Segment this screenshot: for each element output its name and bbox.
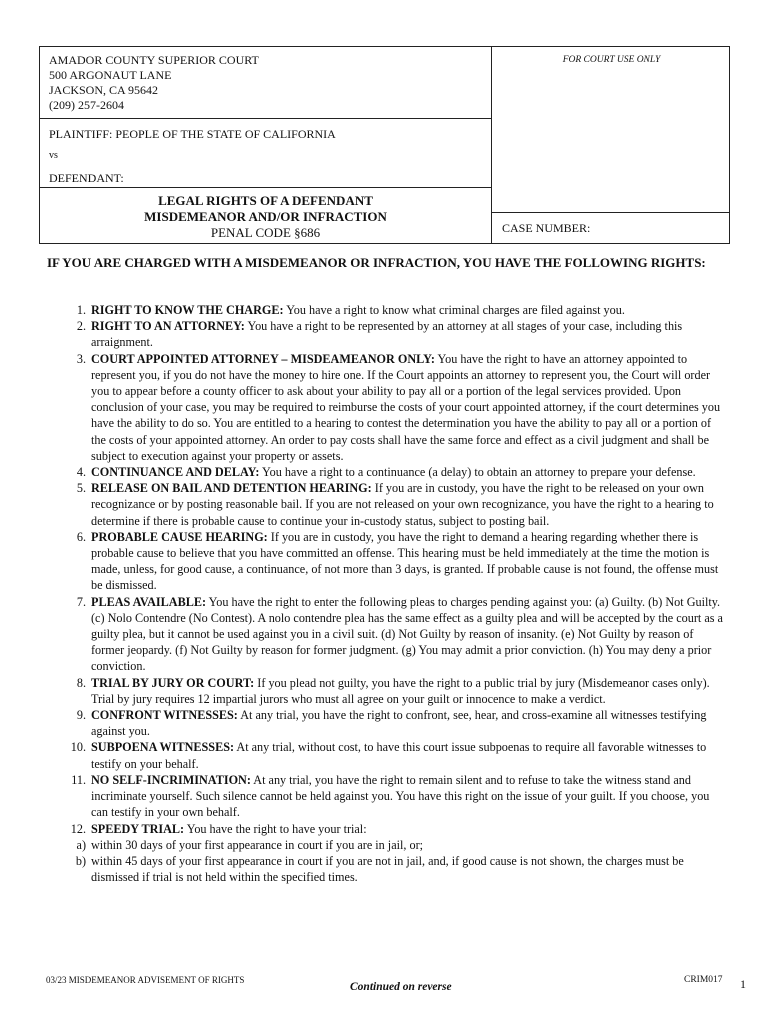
defendant-line: DEFENDANT: xyxy=(49,171,124,185)
rights-item-number: 7. xyxy=(76,594,86,609)
rights-item-number: b) xyxy=(75,853,86,868)
rights-list-item xyxy=(47,302,727,318)
form-title-line3: PENAL CODE §686 xyxy=(210,225,321,240)
form-title-line2: MISDEMEANOR AND/OR INFRACTION xyxy=(144,209,387,224)
rights-item-number: 11. xyxy=(71,772,86,787)
court-name: AMADOR COUNTY SUPERIOR COURT xyxy=(49,53,259,67)
rights-item-number: 1. xyxy=(76,303,86,317)
rights-item-body xyxy=(91,318,727,350)
rights-list-item xyxy=(47,837,727,853)
continued-on-reverse: Continued on reverse xyxy=(350,981,452,993)
page-number: 1 xyxy=(740,977,746,991)
rights-item-heading: CONFRONT WITNESSES: xyxy=(91,708,238,723)
rights-list-item xyxy=(47,464,727,480)
rights-list-item xyxy=(47,529,727,594)
rights-item-body xyxy=(91,821,727,837)
intro-heading: IF YOU ARE CHARGED WITH A MISDEMEANOR OR INFRACTION, YOU HAVE THE FOLLOWING RIGHTS: xyxy=(47,255,706,270)
rights-item-body xyxy=(91,351,727,464)
rights-item-number: a) xyxy=(76,837,86,852)
form-title-line1: LEGAL RIGHTS OF A DEFENDANT xyxy=(158,193,373,208)
versus-label: vs xyxy=(49,150,58,161)
rights-item-text: If you plead not guilty, you have the right to a public trial by jury (Misdemeanor cases only). Trial by jury requires 12 impartial jurors who must all agree on your guilt or innocence to make a verdict. xyxy=(91,675,710,706)
rights-list-item xyxy=(47,853,727,885)
rights-item-number: 2. xyxy=(76,319,86,334)
rights-list-item xyxy=(47,318,727,350)
rights-item-body xyxy=(91,529,727,594)
rights-list-item xyxy=(47,351,727,464)
rights-item-heading: RIGHT TO KNOW THE CHARGE: xyxy=(91,303,284,317)
rights-item-heading: SPEEDY TRIAL: xyxy=(91,821,185,836)
rights-item-text: At any trial, you have the right to confront, see, hear, and cross-examine all witnesses testifying against you. xyxy=(91,708,707,739)
rights-list-item xyxy=(47,480,727,529)
rights-item-body xyxy=(91,837,727,853)
rights-item-text: You have the right to have your trial: xyxy=(186,821,367,836)
court-phone: (209) 257-2604 xyxy=(49,98,124,112)
rights-item-heading: PLEAS AVAILABLE: xyxy=(91,594,207,609)
footer-form-title: 03/23 MISDEMEANOR ADVISEMENT OF RIGHTS xyxy=(46,975,245,985)
rights-item-text: At any trial, without cost, to have this court issue subpoenas to require all favorable witnesses to testify on your behalf. xyxy=(91,740,707,771)
rights-item-heading: RELEASE ON BAIL AND DETENTION HEARING: xyxy=(91,481,372,496)
rights-list-item xyxy=(47,821,727,837)
rights-item-body xyxy=(91,739,727,771)
rights-item-body xyxy=(91,675,727,707)
rights-item-body xyxy=(91,707,727,739)
rights-item-number: 4. xyxy=(76,465,86,480)
rights-item-heading: COURT APPOINTED ATTORNEY – MISDEAMEANOR ONLY: xyxy=(91,351,435,366)
rights-list-item xyxy=(47,675,727,707)
form-title-block xyxy=(40,187,492,244)
rights-item-text: You have the right to have an attorney appointed to represent you, if you do not have the money to hire one. If the Court appoints an attorney to represent you, the Court will order you to appear before a county officer to ask about your ability to pay all or a portion of the legal services provided. Upon conclusion of your case, you may be required to reimburse the costs of your court appointed attorney, if the court determines you have the ability to do so. You are entitled to a hearing to contest the determination you have the ability to pay all or a portion of the costs of your appointed attorney. An order to pay costs shall have the same force and effect as a civil judgment and shall be subject to execution against your property or assets. xyxy=(91,351,721,463)
rights-item-body xyxy=(91,464,727,480)
court-address-block xyxy=(40,47,492,119)
rights-item-text: You have a right to know what criminal charges are filed against you. xyxy=(286,303,625,317)
rights-item-heading: SUBPOENA WITNESSES: xyxy=(91,740,235,755)
rights-item-text: If you are in custody, you have the right to demand a hearing regarding whether there is probable cause to believe that you have committed an offense. This hearing must be held immediately at the time the motion is made, unless, for good cause, a continuance, of not more than 3 days, is granted. If probable cause is not found, the offense must be dismissed. xyxy=(91,529,719,593)
parties-block xyxy=(40,119,492,187)
rights-item-body xyxy=(91,853,727,885)
rights-item-body xyxy=(91,772,727,821)
rights-item-heading: CONTINUANCE AND DELAY: xyxy=(91,465,260,480)
rights-item-text: within 30 days of your first appearance in court if you are in jail, or; xyxy=(91,837,424,852)
rights-list xyxy=(47,302,727,885)
rights-item-body xyxy=(91,302,727,318)
rights-item-number: 3. xyxy=(76,351,86,366)
rights-item-number: 12. xyxy=(70,821,86,836)
plaintiff-line: PLAINTIFF: PEOPLE OF THE STATE OF CALIFORNIA xyxy=(49,127,336,141)
case-number-label: CASE NUMBER: xyxy=(502,221,591,235)
court-use-only-label: FOR COURT USE ONLY xyxy=(562,55,661,65)
court-street: 500 ARGONAUT LANE xyxy=(49,68,172,82)
rights-item-text: within 45 days of your first appearance in court if you are not in jail, and, if good cause is not shown, the charges must be dismissed if trial is not held within the specified times. xyxy=(91,853,684,885)
rights-item-number: 10. xyxy=(70,740,86,755)
rights-list-item xyxy=(47,739,727,771)
rights-list-item xyxy=(47,707,727,739)
rights-item-heading: PROBABLE CAUSE HEARING: xyxy=(91,529,268,544)
rights-item-text: You have a right to be represented by an attorney at all stages of your case, including this arraignment. xyxy=(91,319,683,350)
form-id: CRIM017 xyxy=(684,975,723,985)
rights-item-number: 9. xyxy=(76,708,86,723)
rights-item-heading: TRIAL BY JURY OR COURT: xyxy=(91,675,255,690)
rights-item-heading: RIGHT TO AN ATTORNEY: xyxy=(91,319,245,334)
caption-header xyxy=(39,46,730,244)
rights-item-heading: NO SELF-INCRIMINATION: xyxy=(91,772,251,787)
rights-list-item xyxy=(47,772,727,821)
rights-item-number: 8. xyxy=(76,675,86,690)
rights-item-number: 5. xyxy=(76,481,86,496)
rights-item-text: At any trial, you have the right to remain silent and to refuse to take the witness stand and incriminate yourself. Such silence cannot be held against you. You have this right on the issue of your guilt. If you choose, you can testify in your own behalf. xyxy=(91,772,710,820)
court-city: JACKSON, CA 95642 xyxy=(49,83,159,97)
case-number-box xyxy=(492,212,730,244)
rights-item-body xyxy=(91,480,727,529)
rights-item-text: You have the right to enter the following pleas to charges pending against you: (a) Guilty. (b) Not Guilty. (c) Nolo Contendre (No Contest). A nolo contendre plea has the same effect as a guilty plea and will be accepted by the court as a guilty plea, but it cannot be used against you in a civil suit. (d) Not Guilty by reason of insanity. (e) Not Guilty by reason of former jeopardy. (f) Not Guilty by reason for former judgment. (g) You may admit a prior conviction. (h) You may deny a prior conviction. xyxy=(91,594,723,674)
rights-item-body xyxy=(91,594,727,675)
rights-item-number: 6. xyxy=(76,529,86,544)
court-use-only-box xyxy=(492,47,731,187)
rights-item-text: If you are in custody, you have the right to be released on your own recognizance or by posting reasonable bail. If you are not released on your own recognizance, you have the right to a hearing to determine if there is probable cause to continue your in-custody status, subject to posting bail. xyxy=(91,481,714,528)
rights-list-item xyxy=(47,594,727,675)
rights-item-text: You have a right to a continuance (a delay) to obtain an attorney to prepare your defense. xyxy=(262,465,696,480)
